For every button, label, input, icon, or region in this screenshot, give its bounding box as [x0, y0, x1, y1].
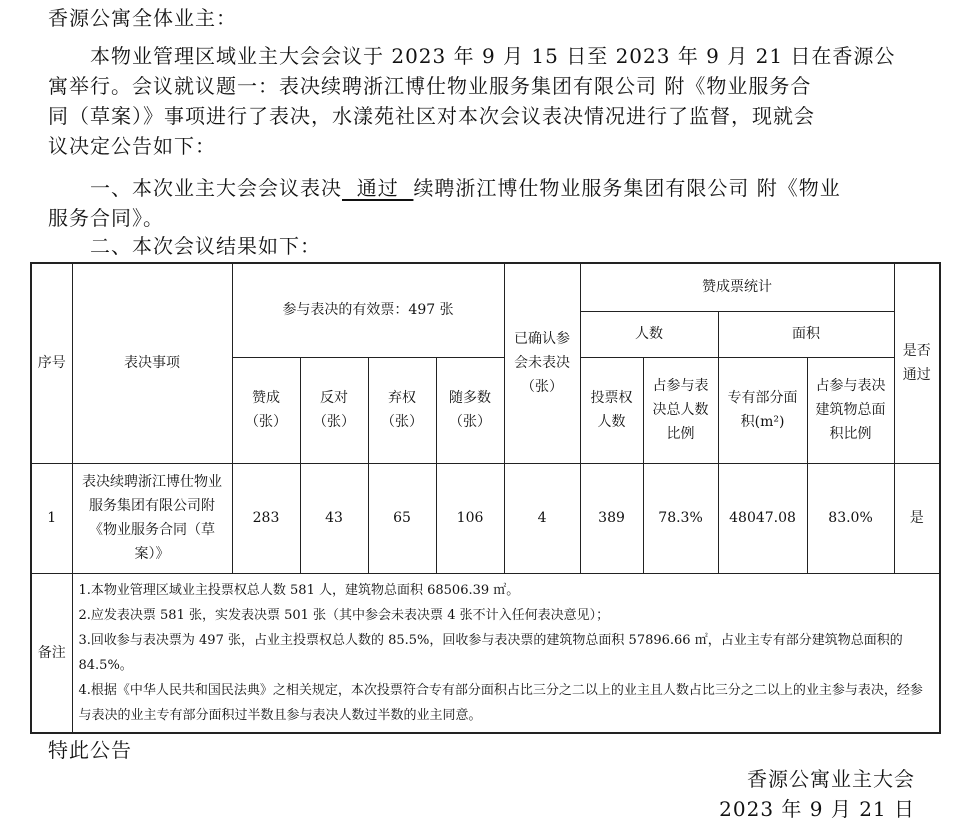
- salutation: 香源公寓全体业主：: [48, 6, 237, 30]
- header-passed: 是否通过: [894, 263, 940, 463]
- intro-line-3: 同（草案）》事项进行了表决，水漾苑社区对本次会议表决情况进行了监督，现就会: [48, 104, 815, 128]
- vote-results-table: [30, 262, 941, 734]
- row-voter-ratio: 78.3%: [643, 463, 718, 573]
- header-voter-ratio: 占参与表决总人数比例: [643, 357, 718, 463]
- notes: [72, 573, 940, 733]
- note-4: 4.根据《中华人民共和国民法典》之相关规定，本次投票符合专有部分面积占比三分之二以上的业主且人数占比三分之二以上的业主参与表决，经参与表决的业主专有部分面积过半数且参与表决人数过半数的业主同意。: [78, 682, 923, 723]
- decision-result: 通过: [342, 176, 414, 200]
- row-abstain: 65: [368, 463, 436, 573]
- row-area: 48047.08: [718, 463, 807, 573]
- header-favor: 赞成（张）: [232, 357, 300, 463]
- header-item: 表决事项: [72, 263, 232, 463]
- intro-line-1: 本物业管理区域业主大会会议于 2023 年 9 月 15 日至 2023 年 9 月 21 日在香源公: [90, 44, 896, 68]
- header-people: 人数: [580, 311, 718, 357]
- note-1: 1.本物业管理区域业主投票权总人数 581 人，建筑物总面积 68506.39 ㎡。: [78, 582, 520, 598]
- header-area-value: 专有部分面积(m²): [718, 357, 807, 463]
- row-area-ratio: 83.0%: [807, 463, 894, 573]
- header-area-ratio: 占参与表决建筑物总面积比例: [807, 357, 894, 463]
- signature: 香源公寓业主大会: [747, 767, 915, 791]
- note-2: 2.应发表决票 581 张，实发表决票 501 张（其中参会未表决票 4 张不计入任何表决意见）；: [78, 607, 610, 623]
- row-unvoted: 4: [504, 463, 580, 573]
- decision-suffix: 续聘浙江博仕物业服务集团有限公司 附《物业: [413, 176, 841, 200]
- decision-line-2: 服务合同》。: [48, 206, 164, 230]
- intro-line-4: 议决定公告如下：: [48, 134, 216, 158]
- header-against: 反对（张）: [300, 357, 368, 463]
- row-item: 表决续聘浙江博仕物业服务集团有限公司附《物业服务合同（草案）》: [72, 463, 232, 573]
- header-seq: 序号: [31, 263, 72, 463]
- row-follow: 106: [436, 463, 504, 573]
- header-stats: 赞成票统计: [580, 263, 894, 311]
- table-row: [31, 463, 940, 573]
- row-favor: 283: [232, 463, 300, 573]
- intro-line-2: 寓举行。会议就议题一：表决续聘浙江博仕物业服务集团有限公司 附《物业服务合: [48, 74, 812, 98]
- row-seq: 1: [31, 463, 72, 573]
- header-area: 面积: [718, 311, 894, 357]
- row-voters: 389: [580, 463, 643, 573]
- closing: 特此公告: [48, 738, 132, 762]
- date: 2023 年 9 月 21 日: [719, 797, 915, 821]
- header-abstain: 弃权（张）: [368, 357, 436, 463]
- header-voters: 投票权人数: [580, 357, 643, 463]
- results-heading: 二、本次会议结果如下：: [90, 234, 321, 258]
- note-3: 3.回收参与表决票为 497 张，占业主投票权总人数的 85.5%，回收参与表决票的建筑物总面积 57896.66 ㎡，占业主专有部分建筑物总面积的 84.5%。: [78, 632, 903, 673]
- decision-line: [90, 174, 841, 202]
- row-passed: 是: [894, 463, 940, 573]
- header-unvoted: 已确认参会未表决（张）: [504, 263, 580, 463]
- header-valid-votes: 参与表决的有效票：497 张: [232, 263, 504, 357]
- decision-prefix: 一、本次业主大会会议表决: [90, 176, 342, 200]
- header-follow: 随多数（张）: [436, 357, 504, 463]
- notes-label: 备注: [31, 573, 72, 733]
- row-against: 43: [300, 463, 368, 573]
